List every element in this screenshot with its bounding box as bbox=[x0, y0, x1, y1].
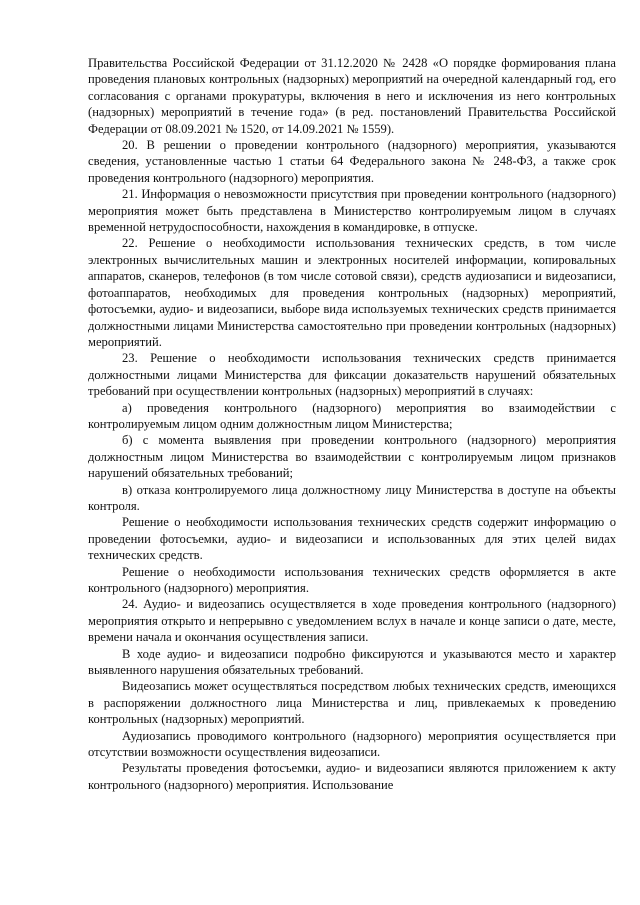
paragraph-24-results: Результаты проведения фотосъемки, аудио- и видеозаписи являются приложением к акту контрольного (надзорного) мероприятия. Использование bbox=[88, 761, 616, 792]
paragraph-continuation: Правительства Российской Федерации от 31.12.2020 № 2428 «О порядке формирования плана проведения плановых контрольных (надзорных) мероприятий на очередной календарный год, его согласования с органами прокуратуры, включения в него и исключения из него контрольных (надзорных) мероприятий в течение года» (в ред. постановлений Правительства Российской Федерации от 08.09.2021 № 1520, от 14.09.2021 № 1559). bbox=[88, 56, 616, 136]
paragraph-23-b: б) с момента выявления при проведении контрольного (надзорного) мероприятия должностным лицом Министерства во взаимодействии с контролируемым лицом признаков нарушений обязательных требований; bbox=[88, 433, 616, 481]
paragraph-22: 22. Решение о необходимости использования технических средств, в том числе электронных вычислительных машин и электронных носителей информации, копировальных аппаратов, сканеров, телефонов (в том числе сотовой связи), средств аудиозаписи и видеозаписи, фотоаппаратов, необходимых для проведения контрольных (надзорных) мероприятий, фотосъемки, аудио- и видеозаписи, выборе вида используемых технических средств принимается должностными лицами Министерства самостоятельно при проведении контрольных (надзорных) мероприятий. bbox=[88, 236, 616, 349]
paragraph-23-tech-info: Решение о необходимости использования технических средств содержит информацию о проведении фотосъемки, аудио- и видеозаписи и использованных для этих целей видах технических средств. bbox=[88, 515, 616, 563]
paragraph-23-a: а) проведения контрольного (надзорного) мероприятия во взаимодействии с контролируемым лицом одним должностным лицом Министерства; bbox=[88, 400, 616, 431]
document-body bbox=[88, 55, 616, 793]
paragraph-24-audio: Аудиозапись проводимого контрольного (надзорного) мероприятия осуществляется при отсутствии возможности осуществления видеозаписи. bbox=[88, 728, 616, 760]
paragraph-21: 21. Информация о невозможности присутствия при проведении контрольного (надзорного) мероприятия может быть представлена в Министерство контролируемым лицом в случаях временной нетрудоспособности, нахождения в командировке, в отпуске. bbox=[88, 187, 616, 235]
paragraph-20: 20. В решении о проведении контрольного (надзорного) мероприятия, указываются сведения, установленные частью 1 статьи 64 Федерального закона № 248-ФЗ, а также срок проведения контрольного (надзорного) мероприятия. bbox=[88, 138, 616, 185]
paragraph-23: 23. Решение о необходимости использования технических средств принимается должностными лицами Министерства для фиксации доказательств нарушений обязательных требований при осуществлении контрольных (надзорных) мероприятий в случаях: bbox=[88, 351, 616, 399]
paragraph-23-tech-act: Решение о необходимости использования технических средств оформляется в акте контрольного (надзорного) мероприятия. bbox=[88, 564, 616, 595]
paragraph-24-video: Видеозапись может осуществляться посредством любых технических средств, имеющихся в распоряжении должностного лица Министерства и лиц, привлекаемых к проведению контрольных (надзорных) мероприятий. bbox=[88, 679, 616, 727]
paragraph-23-c: в) отказа контролируемого лица должностному лицу Министерства в доступе на объекты контроля. bbox=[88, 482, 616, 513]
paragraph-24-details: В ходе аудио- и видеозаписи подробно фиксируются и указываются место и характер выявленного нарушения обязательных требований. bbox=[88, 646, 616, 678]
paragraph-24: 24. Аудио- и видеозапись осуществляется в ходе проведения контрольного (надзорного) мероприятия открыто и непрерывно с уведомлением вслух в начале и конце записи о дате, месте, времени начала и окончания осуществления записи. bbox=[88, 597, 616, 645]
